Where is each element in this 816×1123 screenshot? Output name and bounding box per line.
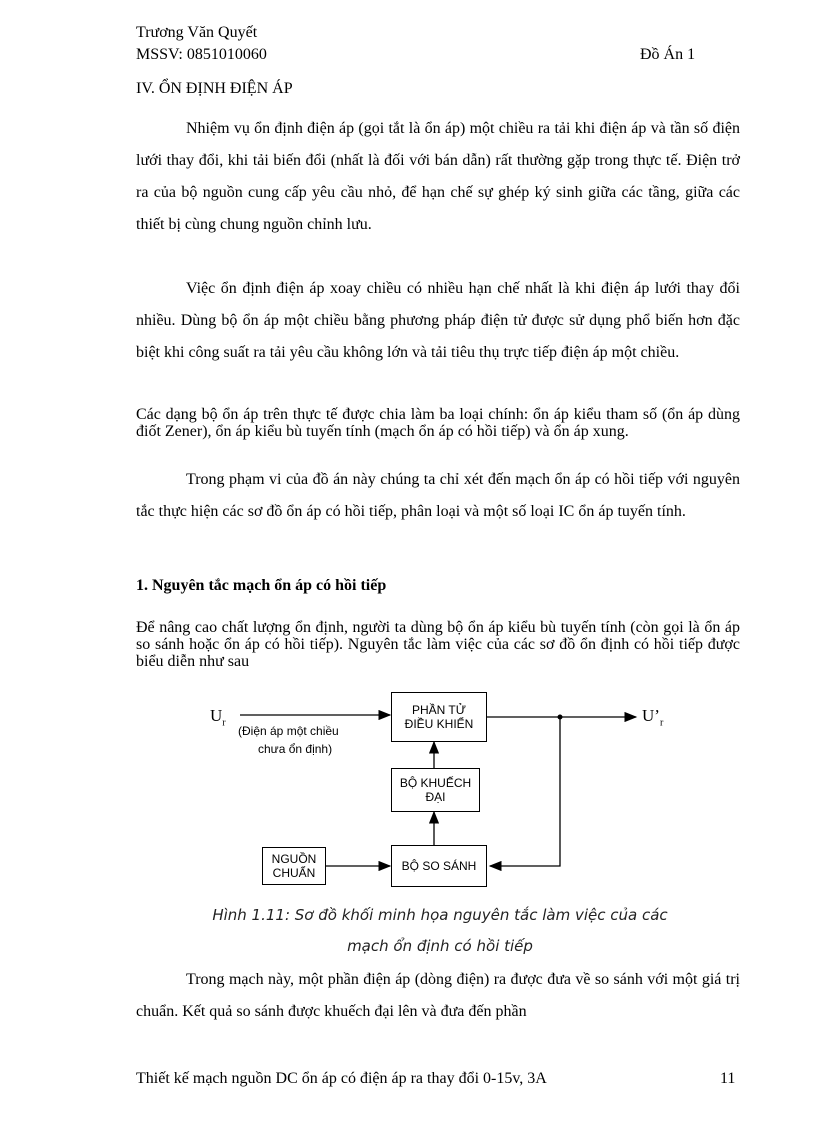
section-title: IV. ỔN ĐỊNH ĐIỆN ÁP xyxy=(136,80,293,97)
amplifier-box xyxy=(391,768,480,812)
caption-line-2: mạch ổn định có hồi tiếp xyxy=(347,937,533,955)
control-element-box xyxy=(391,692,487,742)
reference-line-2: CHUẨN xyxy=(272,866,316,880)
comparator-box xyxy=(391,845,487,887)
header-student-id: MSSV: 0851010060 xyxy=(136,46,267,63)
paragraph-5: Để nâng cao chất lượng ổn định, người ta dùng bộ ổn áp kiểu bù tuyến tính (còn gọi là ổn áp so sánh hoặc ổn áp có hồi tiếp). Nguyên tắc làm việc của các sơ đồ ổn định có hồi tiếp được biểu diễn như sau xyxy=(136,619,740,670)
comparator-label: BỘ SO SÁNH xyxy=(401,859,477,873)
output-label-sub: r xyxy=(659,717,664,729)
input-label-main: U xyxy=(210,706,223,725)
page-number: 11 xyxy=(720,1070,736,1087)
header-project: Đồ Án 1 xyxy=(640,46,696,63)
control-line-1: PHẦN TỬ xyxy=(411,703,467,717)
caption-line-1: Hình 1.11: Sơ đồ khối minh họa nguyên tắc làm việc của các xyxy=(212,906,668,924)
amplifier-line-2: ĐẠI xyxy=(425,790,446,804)
input-voltage-label xyxy=(210,706,226,728)
amplifier-line-1: BỘ KHUẾCH xyxy=(399,776,472,790)
input-note-1: (Điện áp một chiều xyxy=(238,724,339,738)
output-label-main: U’ xyxy=(642,706,660,725)
paragraph-1: Nhiệm vụ ổn định điện áp (gọi tắt là ổn áp) một chiều ra tải khi điện áp và tần số điện lưới thay đổi, khi tải biến đổi (nhất là đối với bán dẫn) rất thường gặp trong thực tế. Điện trở ra của bộ nguồn cung cấp yêu cầu nhỏ, để hạn chế sự ghép ký sinh giữa các tầng, giữa các thiết bị cùng chung nguồn chỉnh lưu. xyxy=(136,120,740,233)
paragraph-2: Việc ổn định điện áp xoay chiều có nhiều hạn chế nhất là khi điện áp lưới thay đổi nhiều. Dùng bộ ổn áp một chiều bằng phương pháp điện tử được sử dụng phổ biến hơn đặc biệt khi công suất ra tải yêu cầu không lớn và tải tiêu thụ trực tiếp điện áp một chiều. xyxy=(136,280,740,361)
input-label-sub: r xyxy=(222,717,226,729)
input-note-2: chưa ổn định) xyxy=(258,742,333,756)
footer-text: Thiết kế mạch nguồn DC ổn áp có điện áp ra thay đổi 0-15v, 3A xyxy=(136,1070,547,1087)
control-line-2: ĐIỀU KHIỂN xyxy=(404,717,474,731)
paragraph-6: Trong mạch này, một phần điện áp (dòng điện) ra được đưa về so sánh với một giá trị chuẩn. Kết quả so sánh được khuếch đại lên và đưa đến phần xyxy=(136,971,740,1020)
paragraph-3: Các dạng bộ ổn áp trên thực tế được chia làm ba loại chính: ổn áp kiểu tham số (ổn áp dùng điốt Zener), ổn áp kiểu bù tuyến tính (mạch ổn áp có hồi tiếp) và ổn áp xung. xyxy=(136,406,740,440)
header-author: Trương Văn Quyết xyxy=(136,24,258,41)
output-voltage-label xyxy=(642,706,663,728)
figure-caption xyxy=(200,900,680,962)
subheading: 1. Nguyên tắc mạch ổn áp có hồi tiếp xyxy=(136,577,387,594)
reference-line-1: NGUỒN xyxy=(271,852,317,866)
paragraph-4: Trong phạm vi của đồ án này chúng ta chỉ xét đến mạch ổn áp có hồi tiếp với nguyên tắc thực hiện các sơ đồ ổn áp có hồi tiếp, phân loại và một số loại IC ổn áp tuyến tính. xyxy=(136,471,740,520)
reference-source-box xyxy=(262,847,326,885)
